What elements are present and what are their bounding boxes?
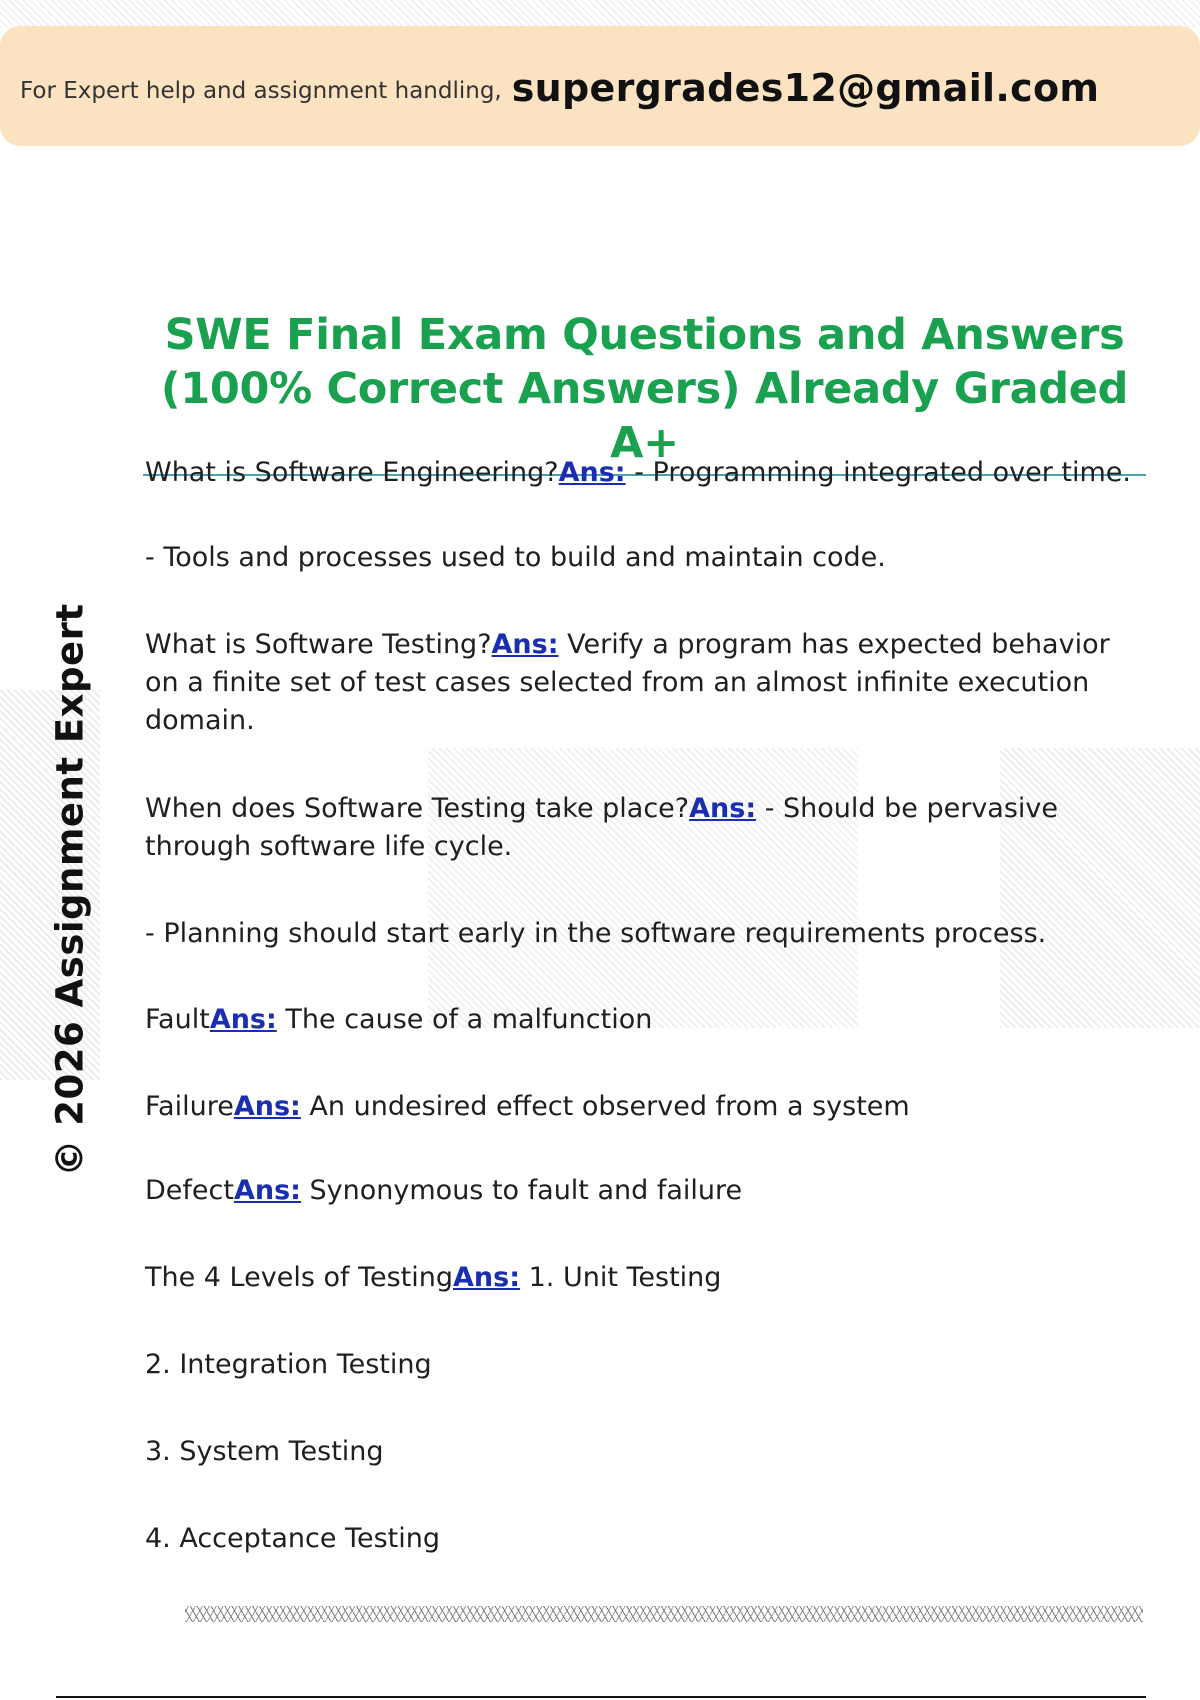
- answer-link[interactable]: Ans:: [233, 1175, 301, 1206]
- question-text: Failure: [145, 1091, 234, 1122]
- qa-item-11: [145, 1433, 1145, 1471]
- contact-email-link[interactable]: supergrades12@gmail.com: [511, 66, 1100, 110]
- answer-text: 2. Integration Testing: [145, 1349, 432, 1380]
- question-text: When does Software Testing take place?: [145, 793, 690, 824]
- top-texture-strip: [0, 0, 1200, 28]
- answer-link[interactable]: Ans:: [233, 1091, 301, 1122]
- qa-item-4: [145, 790, 1145, 866]
- answer-text: Synonymous to fault and failure: [300, 1175, 743, 1206]
- question-text: What is Software Testing?: [145, 629, 492, 660]
- answer-text: - Tools and processes used to build and maintain code.: [145, 542, 886, 573]
- qa-item-5: [145, 915, 1145, 953]
- answer-text: 4. Acceptance Testing: [145, 1523, 440, 1554]
- answer-text: Verify a program has expected behavior on a finite set of test cases selected from an almost infinite execution domain.: [145, 629, 1110, 736]
- qa-item-6: [145, 1001, 1145, 1039]
- answer-link[interactable]: Ans:: [558, 457, 626, 488]
- copyright-watermark: © 2026 Assignment Expert: [48, 603, 92, 1177]
- answer-link[interactable]: Ans:: [209, 1004, 277, 1035]
- answer-link[interactable]: Ans:: [453, 1262, 521, 1293]
- qa-item-3: [145, 626, 1145, 740]
- contact-banner: [0, 26, 1200, 146]
- question-text: Fault: [145, 1004, 210, 1035]
- document-title: SWE Final Exam Questions and Answers (100% Correct Answers) Already Graded A+: [143, 308, 1146, 476]
- answer-text: The cause of a malfunction: [276, 1004, 653, 1035]
- watermark-container: [45, 603, 95, 1177]
- qa-item-9: [145, 1259, 1145, 1297]
- answer-text: An undesired effect observed from a system: [300, 1091, 910, 1122]
- answer-link[interactable]: Ans:: [491, 629, 559, 660]
- footer-rule: [56, 1696, 1146, 1698]
- answer-text: 3. System Testing: [145, 1436, 384, 1467]
- answer-text: 1. Unit Testing: [520, 1262, 722, 1293]
- qa-item-7: [145, 1088, 1145, 1126]
- question-text: Defect: [145, 1175, 234, 1206]
- qa-item-8: [145, 1172, 1145, 1210]
- question-text: The 4 Levels of Testing: [145, 1262, 454, 1293]
- answer-text: - Programming integrated over time.: [625, 457, 1131, 488]
- qa-item-10: [145, 1346, 1145, 1384]
- answer-text: - Planning should start early in the software requirements process.: [145, 918, 1047, 949]
- qa-item-12: [145, 1520, 1145, 1558]
- banner-prefix-text: For Expert help and assignment handling,: [20, 78, 502, 104]
- qa-item-2: [145, 539, 1145, 577]
- decorative-divider: [185, 1606, 1143, 1622]
- answer-text: - Should be pervasive through software life cycle.: [145, 793, 1059, 862]
- qa-item-1: [145, 454, 1145, 492]
- answer-link[interactable]: Ans:: [689, 793, 757, 824]
- question-text: What is Software Engineering?: [145, 457, 559, 488]
